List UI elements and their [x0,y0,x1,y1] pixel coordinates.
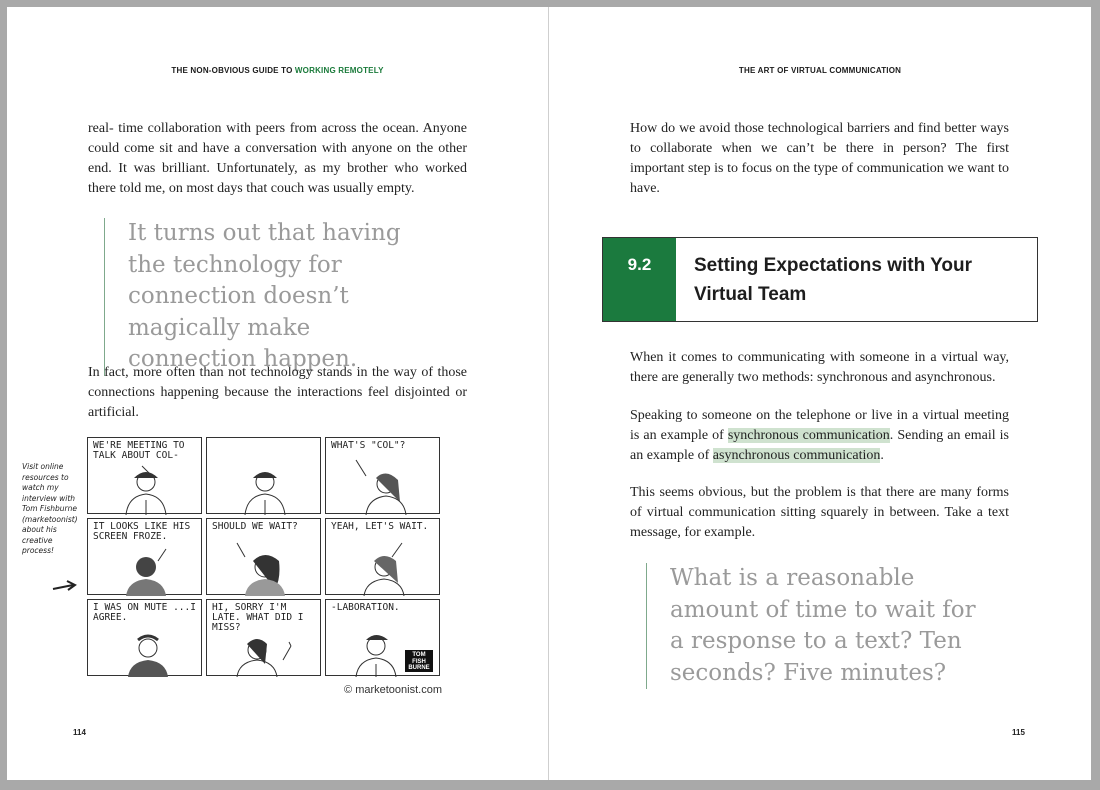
panel-caption-5: SHOULD WE WAIT? [212,521,298,532]
right-paragraph-3 [630,406,1009,466]
panel-caption-8: HI, SORRY I'M LATE. WHAT DID I MISS? [212,602,304,633]
person-illustration [207,438,322,515]
comic-panel-5 [206,518,321,595]
comic-panel-8 [206,599,321,676]
arrow-right-icon [51,580,79,594]
left-paragraph-1 [88,119,467,199]
panel-caption-1: WE'RE MEETING TO TALK ABOUT COL- [93,440,185,461]
comic-panel-3 [325,437,440,514]
right-paragraph-2 [630,348,1009,388]
right-running-head: THE ART OF VIRTUAL COMMUNICATION [738,66,902,75]
running-head-prefix: THE NON-OBVIOUS GUIDE TO [171,66,295,75]
right-paragraph-3-text [630,406,1009,466]
right-paragraph-4 [630,483,1009,543]
right-page [549,7,1091,780]
comic-panel-7 [87,599,202,676]
left-paragraph-1-text: real- time collaboration with peers from across the ocean. Anyone could come sit and have a conversation with anyone on the other end. It was brilliant. Unfortunately, as my brother who worked there told me, on most days that couch was usually empty. [88,121,467,196]
running-head-highlight: WORKING REMOTELY [294,66,384,75]
book-spread [7,7,1091,780]
right-paragraph-4-text: This seems obvious, but the problem is that there are many forms of virtual communication sitting squarely in between. Take a text message, for example. [630,485,1009,540]
section-heading-box [602,237,1038,322]
paragraph-3-part-1: Speaking to someone on the telephone or live in a virtual meeting is an example of [630,408,1009,443]
left-paragraph-2 [88,363,467,423]
right-pullquote: What is a reasonable amount of time to wait for a response to a text? Ten seconds? Five minutes? [646,563,982,689]
right-page-number: 115 [1012,728,1025,737]
left-pullquote: It turns out that having the technology for connection doesn’t magically make connection happen. [104,218,428,376]
panel-caption-4: IT LOOKS LIKE HIS SCREEN FROZE. [93,521,191,542]
section-title: Setting Expectations with Your Virtual Team [694,255,972,305]
side-note: Visit online resources to watch my interview with Tom Fishburne (marketoonist) about his creative process! [22,462,78,555]
panel-caption-7: I WAS ON MUTE ...I AGREE. [93,602,196,623]
comic-copyright: © marketoonist.com [344,684,442,696]
panel-caption-9: -LABORATION. [331,602,400,613]
right-paragraph-1-text: How do we avoid those technological barriers and find better ways to collaborate when we can’t be there in person? The first important step is to focus on the type of communication we want to have. [630,121,1009,196]
paragraph-3-part-3: . [880,448,884,463]
left-page [7,7,548,780]
left-running-head [87,66,468,75]
panel-caption-3: WHAT'S "COL"? [331,440,406,451]
left-paragraph-2-text: In fact, more often than not technology stands in the way of those connections happening because the interactions feel disjointed or artificial. [88,365,467,420]
comic-panel-4 [87,518,202,595]
paragraph-3-part-2: . Sending an email is an example of [630,428,1009,463]
panel-caption-6: YEAH, LET'S WAIT. [331,521,429,532]
highlight-synchronous: synchronous communication [727,428,890,443]
section-number: 9.2 [603,238,676,321]
right-paragraph-1 [630,119,1009,199]
highlight-asynchronous: asynchronous communication [712,448,881,463]
comic-panel-9 [325,599,440,676]
left-page-number: 114 [73,728,86,737]
comic-panel-1 [87,437,202,514]
comic-panel-2 [206,437,321,514]
right-paragraph-2-text: When it comes to communicating with someone in a virtual way, there are generally two methods: synchronous and asynchronous. [630,350,1009,385]
cartoonist-signature: TOM FISH BURNE [405,650,433,672]
comic-strip [87,437,442,697]
comic-panel-6 [325,518,440,595]
